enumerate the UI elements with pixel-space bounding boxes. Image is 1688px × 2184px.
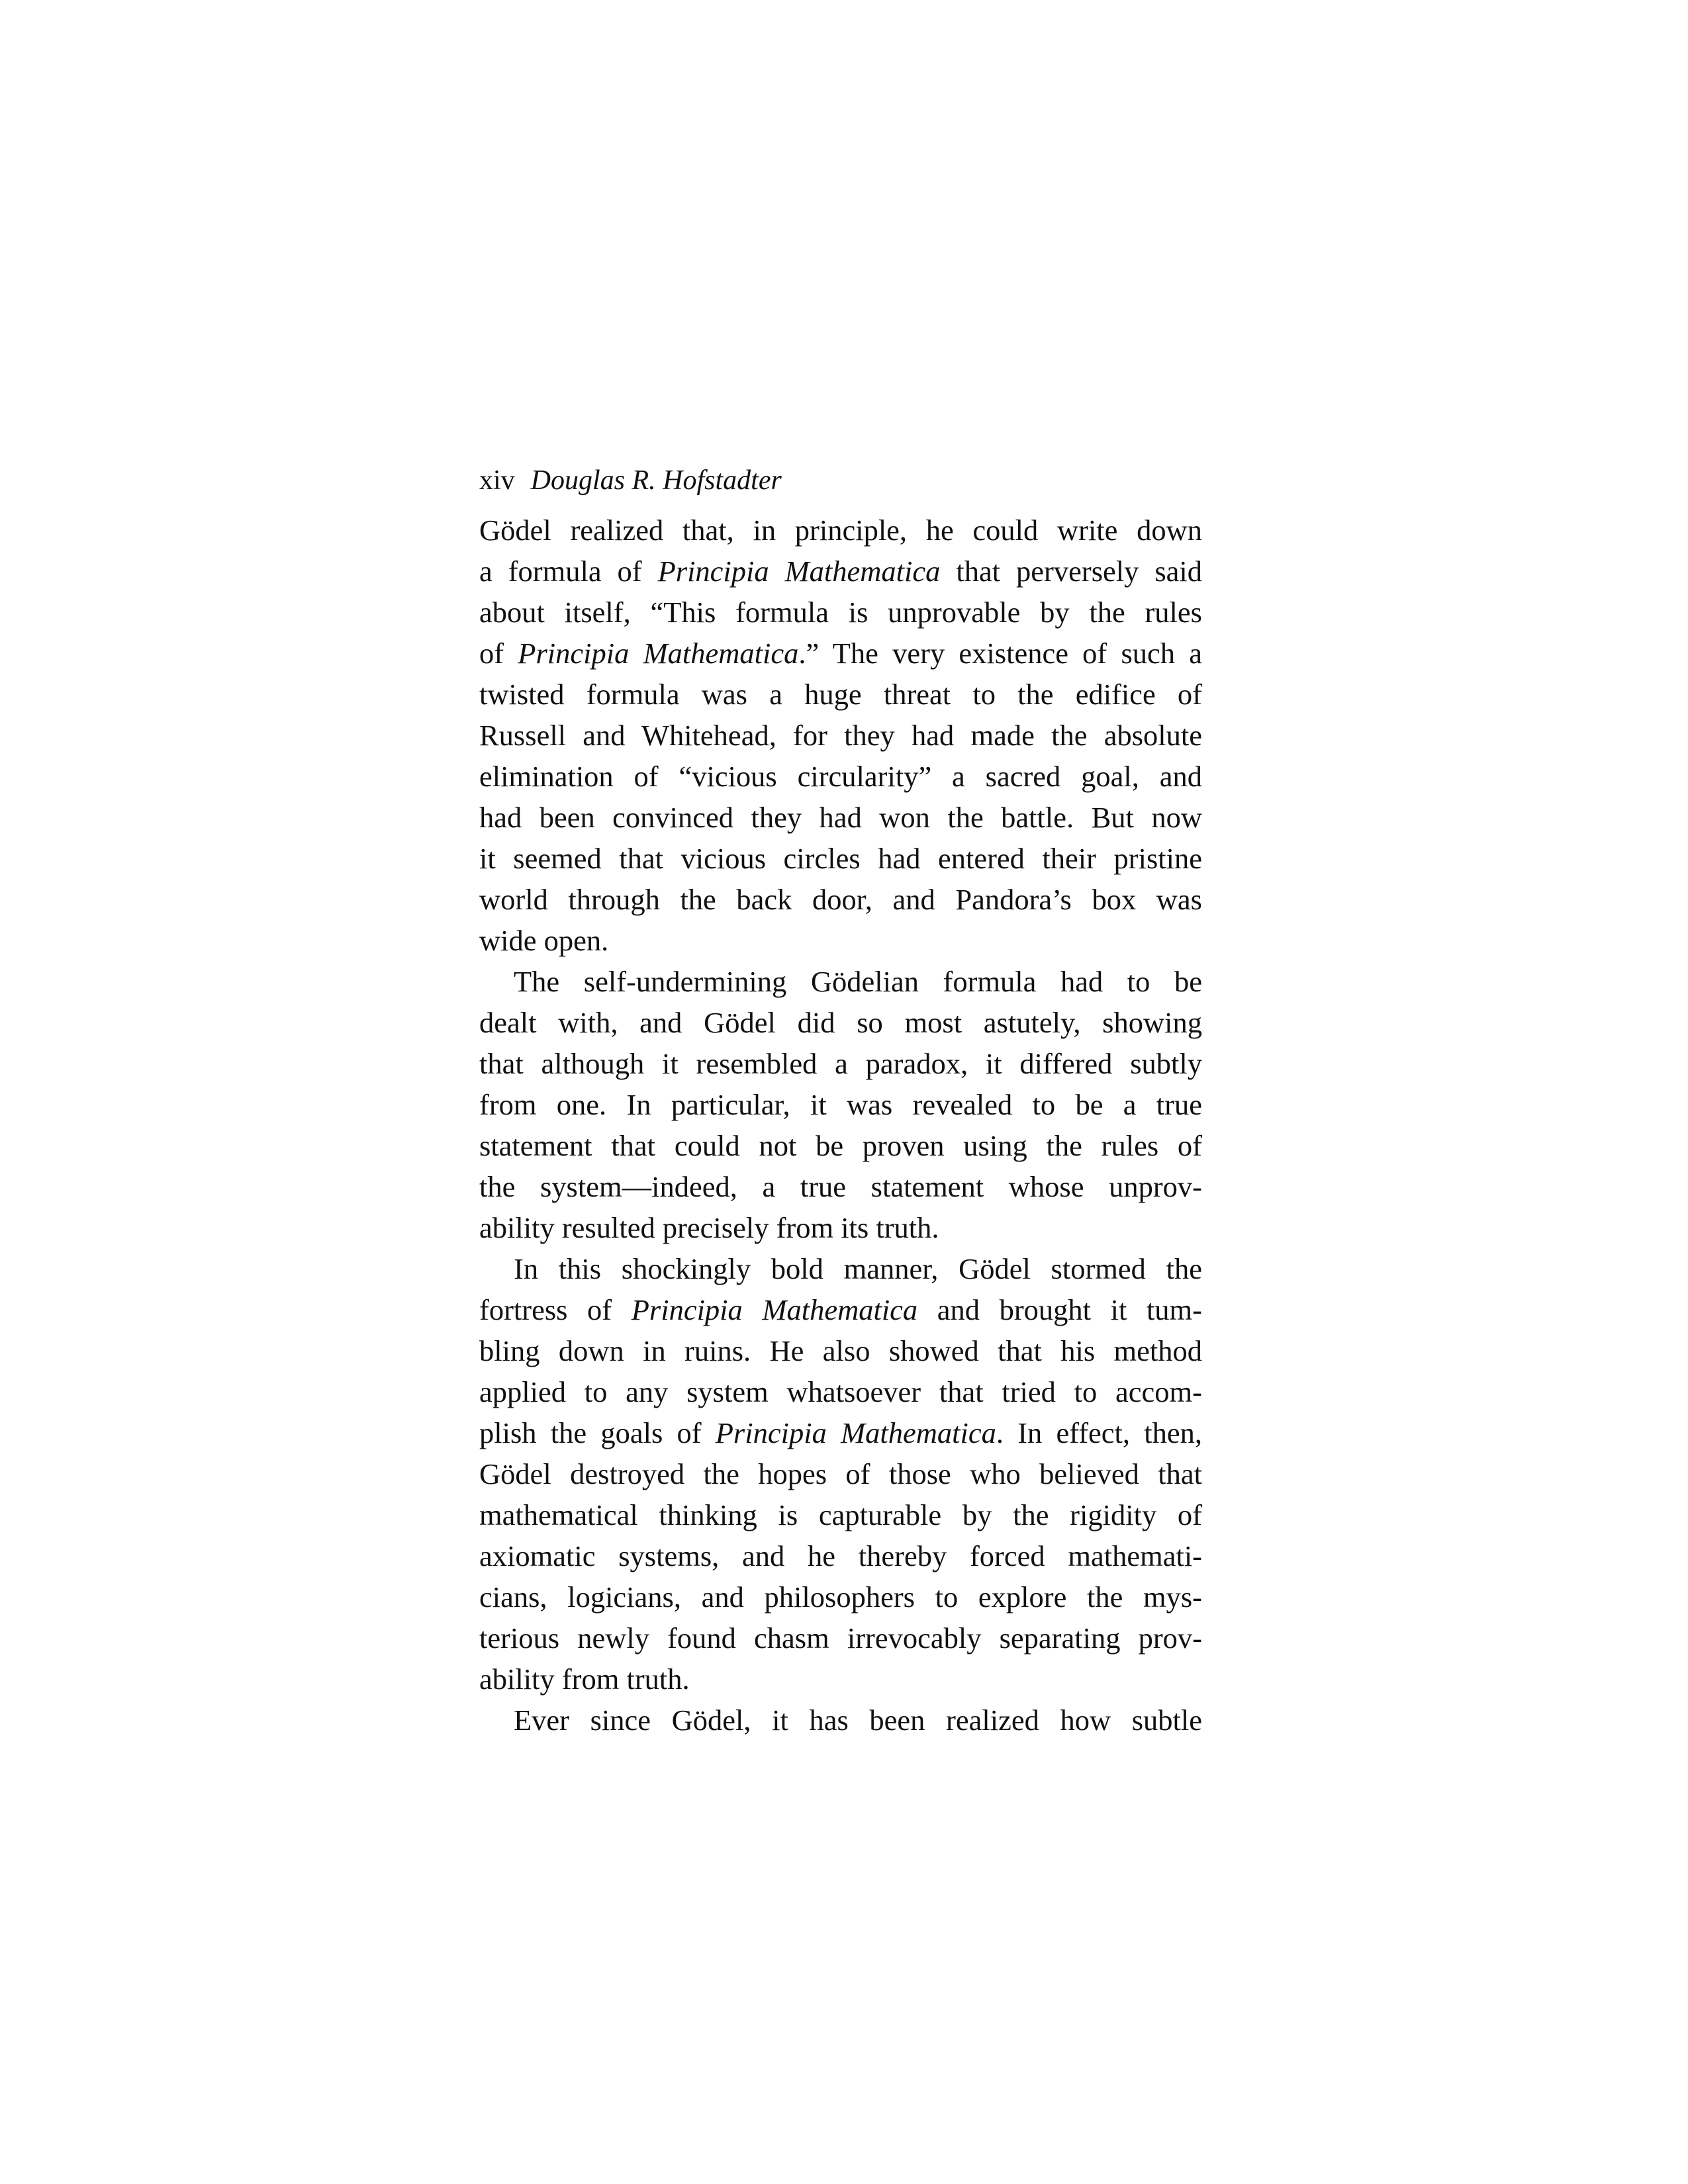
text-span: dealt with, and Gödel did so most astutely, showing — [479, 1006, 1202, 1039]
text-span: and brought it tum- — [917, 1293, 1202, 1326]
author-name: Douglas R. Hofstadter — [530, 465, 782, 496]
italic-title: Principia Mathematica — [657, 555, 941, 588]
text-span: of — [479, 637, 518, 670]
text-span: the system—indeed, a true statement whose unprov- — [479, 1170, 1202, 1203]
text-span: that although it resembled a paradox, it differed subtly — [479, 1047, 1202, 1080]
text-line — [479, 1617, 1202, 1659]
text-span: statement that could not be proven using the rules of — [479, 1129, 1202, 1162]
text-line — [479, 1002, 1202, 1043]
text-span: wide open. — [479, 924, 609, 957]
page-number: xiv — [479, 465, 515, 496]
paragraph — [479, 1248, 1202, 1700]
text-line — [479, 1166, 1202, 1207]
text-line — [479, 1207, 1202, 1248]
text-line — [479, 592, 1202, 633]
text-span: cians, logicians, and philosophers to explore the mys- — [479, 1580, 1202, 1614]
text-span: Ever since Gödel, it has been realized how subtle — [514, 1704, 1202, 1737]
text-span: ability resulted precisely from its truth. — [479, 1211, 939, 1244]
text-span: had been convinced they had won the battle. But now — [479, 801, 1202, 834]
text-line — [479, 1371, 1202, 1412]
text-span: terious newly found chasm irrevocably separating prov- — [479, 1621, 1202, 1655]
text-span: mathematical thinking is capturable by the rigidity of — [479, 1498, 1202, 1531]
running-head — [479, 463, 782, 498]
text-line — [479, 1330, 1202, 1371]
text-span: elimination of “vicious circularity” a sacred goal, and — [479, 760, 1202, 793]
paragraph — [479, 510, 1202, 961]
text-span: it seemed that vicious circles had entered their pristine — [479, 842, 1202, 875]
text-span: The self-undermining Gödelian formula had to be — [514, 965, 1202, 998]
text-span: twisted formula was a huge threat to the edifice of — [479, 678, 1202, 711]
text-line — [479, 1125, 1202, 1166]
text-line — [479, 551, 1202, 592]
text-span: Russell and Whitehead, for they had made the absolute — [479, 719, 1202, 752]
text-line — [479, 1535, 1202, 1576]
text-line — [479, 1700, 1202, 1741]
italic-title: Principia Mathematica — [631, 1293, 918, 1326]
text-line — [479, 961, 1202, 1002]
text-line — [479, 1659, 1202, 1700]
text-span: ability from truth. — [479, 1662, 690, 1696]
text-span: from one. In particular, it was revealed to be a true — [479, 1088, 1202, 1121]
text-span: world through the back door, and Pandora’s box was — [479, 883, 1202, 916]
text-span: a formula of — [479, 555, 658, 588]
text-span: plish the goals of — [479, 1416, 716, 1449]
text-span: In this shockingly bold manner, Gödel stormed the — [514, 1252, 1202, 1285]
text-line — [479, 715, 1202, 756]
text-line — [479, 920, 1202, 961]
text-line — [479, 1248, 1202, 1289]
text-span: that perversely said — [940, 555, 1203, 588]
italic-title: Principia Mathematica — [715, 1416, 996, 1449]
text-line — [479, 756, 1202, 797]
text-line — [479, 1576, 1202, 1617]
body-text — [479, 510, 1202, 1741]
italic-title: Principia Mathematica — [518, 637, 799, 670]
text-line — [479, 510, 1202, 551]
text-span: applied to any system whatsoever that tried to accom- — [479, 1375, 1202, 1408]
text-line — [479, 1412, 1202, 1453]
text-line — [479, 633, 1202, 674]
text-span: Gödel destroyed the hopes of those who believed that — [479, 1457, 1202, 1490]
text-line — [479, 1289, 1202, 1330]
text-span: bling down in ruins. He also showed that his method — [479, 1334, 1202, 1367]
text-span: .” The very existence of such a — [798, 637, 1203, 670]
text-line — [479, 674, 1202, 715]
paragraph — [479, 1700, 1202, 1741]
text-span: axiomatic systems, and he thereby forced mathemati- — [479, 1539, 1202, 1572]
text-line — [479, 1494, 1202, 1535]
text-line — [479, 1084, 1202, 1125]
text-span: Gödel realized that, in principle, he could write down — [479, 514, 1202, 547]
text-line — [479, 1043, 1202, 1084]
paragraph — [479, 961, 1202, 1248]
text-span: about itself, “This formula is unprovable by the rules — [479, 596, 1202, 629]
text-span: fortress of — [479, 1293, 632, 1326]
text-line — [479, 879, 1202, 920]
text-line — [479, 1453, 1202, 1494]
text-span: . In effect, then, — [996, 1416, 1202, 1449]
text-line — [479, 838, 1202, 879]
text-line — [479, 797, 1202, 838]
